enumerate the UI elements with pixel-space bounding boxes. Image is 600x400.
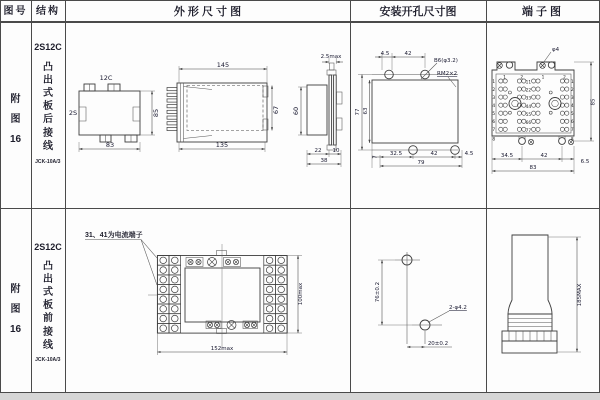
outline-front-wiring-drawing (80, 224, 312, 360)
dim-77: 77 (355, 108, 361, 116)
dim-7: 7 (372, 155, 379, 159)
dim-63: 63 (363, 107, 369, 115)
dim-100max: 100max (298, 282, 304, 306)
header-underline (0, 21, 600, 23)
svg-text:7: 7 (492, 128, 496, 134)
svg-text:4: 4 (570, 103, 574, 109)
svg-text:6: 6 (570, 120, 574, 126)
mounting-holes-drawing-row2 (360, 240, 478, 358)
dim-22: 22 (314, 148, 322, 154)
connector-pins (167, 88, 177, 131)
dim-145: 145 (216, 61, 230, 69)
dim-60: 60 (292, 106, 300, 116)
svg-text:33: 33 (525, 96, 532, 102)
dim-42-terminal: 42 (540, 153, 548, 159)
dim-135: 135 (215, 141, 229, 149)
dim-85-terminal: 85 (590, 98, 597, 106)
dim-185max: 185MAX (577, 283, 583, 307)
dim-42-bottom: 42 (430, 151, 438, 157)
svg-text:5: 5 (570, 112, 574, 117)
svg-text:1: 1 (570, 79, 574, 85)
svg-text:2: 2 (520, 75, 524, 81)
dim-85: 85 (152, 108, 160, 118)
label-rm2: RM2×2 (437, 71, 458, 77)
svg-text:1: 1 (541, 75, 545, 81)
dim-20: 20±0.2 (427, 341, 449, 347)
figure-no-row1: 附 图 16 (9, 94, 22, 145)
dim-4-5-top: 4.5 (380, 51, 390, 57)
corner-8-right: 8 (570, 137, 574, 143)
outline-front-view-drawing (66, 62, 170, 158)
corner-8-left: 8 (492, 137, 496, 143)
header-mounting: 安装开孔尺寸图 (379, 6, 457, 18)
svg-text:66: 66 (525, 120, 532, 126)
svg-text:4: 4 (492, 103, 496, 109)
dim-83-terminal: 83 (529, 165, 537, 171)
dim-42-top: 42 (404, 51, 412, 57)
left-terminal-strip (157, 256, 180, 334)
label-2s: 2S (68, 109, 78, 117)
dim-10: 10 (332, 148, 340, 154)
terminal-grid (492, 63, 573, 145)
dim-6-5: 6.5 (580, 159, 590, 165)
svg-text:3: 3 (570, 95, 574, 101)
dim-152max: 152max (210, 346, 234, 352)
label-b6: B6(φ3.2) (434, 58, 458, 64)
figure-no-row2: 附 图 16 (9, 284, 22, 335)
terminal-side-view-drawing (496, 228, 596, 360)
structure-row2: 2S12C 凸 出 式 板 前 接 线 JCK-10A/3 (34, 242, 62, 364)
svg-text:1: 1 (503, 75, 506, 81)
table-top-border (0, 0, 600, 1)
svg-text:55: 55 (525, 112, 532, 118)
col-line-2 (65, 0, 66, 393)
svg-text:1: 1 (492, 79, 496, 85)
svg-text:5: 5 (492, 112, 496, 117)
mounting-holes-drawing-row1 (352, 46, 484, 172)
row-divider (0, 208, 600, 209)
svg-text:11: 11 (525, 80, 532, 86)
svg-text:2: 2 (563, 75, 566, 81)
header-figure-no: 图号 (3, 6, 28, 17)
current-terminal-callout: 31、41为电流端子 (85, 232, 143, 239)
svg-text:7: 7 (570, 128, 574, 134)
svg-text:6: 6 (492, 120, 496, 126)
label-12c: 12C (99, 74, 113, 82)
dim-38: 38 (320, 158, 328, 164)
svg-text:2: 2 (570, 87, 574, 93)
outline-profile-drawing (292, 50, 350, 170)
dim-76: 76±0.2 (375, 281, 381, 303)
dim-79: 79 (417, 160, 425, 166)
header-terminal: 端子图 (522, 6, 564, 18)
svg-text:3: 3 (492, 95, 496, 101)
right-terminal-strip (264, 256, 287, 334)
dim-32-5: 32.5 (389, 151, 403, 157)
svg-text:2: 2 (492, 87, 496, 93)
label-2-phi4-2: 2-φ4.2 (449, 305, 467, 311)
label-phi4: φ4 (552, 47, 560, 53)
structure-row1: 2S12C 凸 出 式 板 后 接 线 JCK-10A/3 (34, 42, 62, 166)
outline-side-view-drawing (158, 56, 290, 160)
dim-2-5max: 2.5max (320, 54, 342, 60)
header-outline: 外 形 尺 寸 图 (173, 6, 242, 18)
dim-4-5-bottom: 4.5 (464, 151, 474, 157)
svg-text:22: 22 (525, 88, 532, 94)
svg-text:77: 77 (525, 128, 532, 134)
dim-83: 83 (105, 141, 115, 149)
terminal-diagram-row1 (486, 42, 600, 180)
dim-67: 67 (272, 105, 280, 115)
header-structure: 结构 (36, 6, 60, 17)
col-line-3 (350, 0, 351, 393)
dim-34-5: 34.5 (500, 153, 514, 159)
svg-text:44: 44 (525, 104, 532, 110)
page-bottom-band (0, 393, 600, 400)
